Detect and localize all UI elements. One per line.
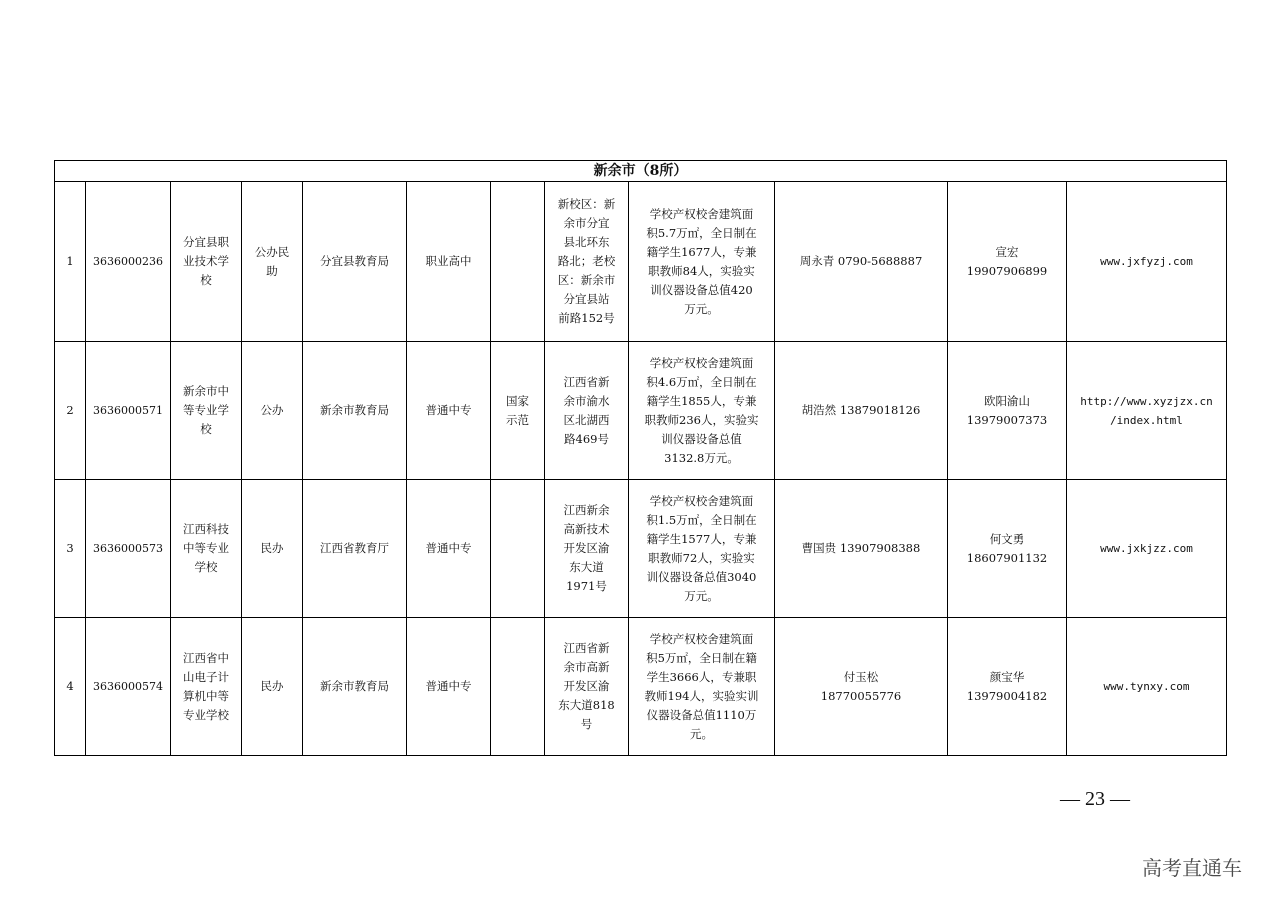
school-name: 分宜县职 业技术学 校 (171, 182, 242, 342)
region-header: 新余市（8所） (55, 161, 1227, 182)
school-type: 民办 (242, 618, 303, 756)
address: 江西新余 高新技术 开发区渝 东大道 1971号 (545, 480, 629, 618)
authority: 新余市教育局 (303, 342, 407, 480)
website: www.tynxy.com (1067, 618, 1227, 756)
assets-description: 学校产权校舍建筑面 积5万㎡，全日制在籍 学生3666人，专兼职 教师194人，实验实训 仪器设备总值1110万 元。 (629, 618, 775, 756)
page-number: — 23 — (1060, 788, 1130, 810)
table-row (55, 342, 1227, 480)
schools-table (54, 160, 1227, 756)
address: 江西省新 余市高新 开发区渝 东大道818 号 (545, 618, 629, 756)
school-name: 江西省中 山电子计 算机中等 专业学校 (171, 618, 242, 756)
assets-description: 学校产权校舍建筑面 积5.7万㎡，全日制在 籍学生1677人，专兼 职教师84人，实验实 训仪器设备总值420 万元。 (629, 182, 775, 342)
address: 新校区：新 余市分宜 县北环东 路北；老校 区：新余市 分宜县站 前路152号 (545, 182, 629, 342)
contact: 付玉松 18770055776 (775, 618, 948, 756)
school-code: 3636000571 (86, 342, 171, 480)
authority: 新余市教育局 (303, 618, 407, 756)
assets-description: 学校产权校舍建筑面 积4.6万㎡，全日制在 籍学生1855人，专兼 职教师236人，实验实 训仪器设备总值 3132.8万元。 (629, 342, 775, 480)
school-code: 3636000574 (86, 618, 171, 756)
school-level: 普通中专 (407, 342, 491, 480)
contact: 胡浩然 13879018126 (775, 342, 948, 480)
region-header-row (55, 161, 1227, 182)
website: www.jxfyzj.com (1067, 182, 1227, 342)
watermark: 高考直通车 (1142, 856, 1242, 880)
demo-status (491, 618, 545, 756)
school-level: 职业高中 (407, 182, 491, 342)
demo-status: 国家 示范 (491, 342, 545, 480)
row-number: 4 (55, 618, 86, 756)
row-number: 1 (55, 182, 86, 342)
school-type: 公办 (242, 342, 303, 480)
table-row (55, 182, 1227, 342)
table-row (55, 480, 1227, 618)
contact: 曹国贵 13907908388 (775, 480, 948, 618)
principal: 宣宏 19907906899 (948, 182, 1067, 342)
school-name: 江西科技 中等专业 学校 (171, 480, 242, 618)
school-type: 民办 (242, 480, 303, 618)
demo-status (491, 182, 545, 342)
demo-status (491, 480, 545, 618)
school-code: 3636000236 (86, 182, 171, 342)
school-type: 公办民 助 (242, 182, 303, 342)
principal: 颜宝华 13979004182 (948, 618, 1067, 756)
authority: 江西省教育厅 (303, 480, 407, 618)
website: http://www.xyzjzx.cn /index.html (1067, 342, 1227, 480)
table-row (55, 618, 1227, 756)
school-level: 普通中专 (407, 618, 491, 756)
school-code: 3636000573 (86, 480, 171, 618)
row-number: 3 (55, 480, 86, 618)
row-number: 2 (55, 342, 86, 480)
authority: 分宜县教育局 (303, 182, 407, 342)
principal: 欧阳渝山 13979007373 (948, 342, 1067, 480)
address: 江西省新 余市渝水 区北湖西 路469号 (545, 342, 629, 480)
website: www.jxkjzz.com (1067, 480, 1227, 618)
school-name: 新余市中 等专业学 校 (171, 342, 242, 480)
contact: 周永青 0790-5688887 (775, 182, 948, 342)
assets-description: 学校产权校舍建筑面 积1.5万㎡，全日制在 籍学生1577人，专兼 职教师72人，实验实 训仪器设备总值3040 万元。 (629, 480, 775, 618)
school-level: 普通中专 (407, 480, 491, 618)
principal: 何文勇 18607901132 (948, 480, 1067, 618)
